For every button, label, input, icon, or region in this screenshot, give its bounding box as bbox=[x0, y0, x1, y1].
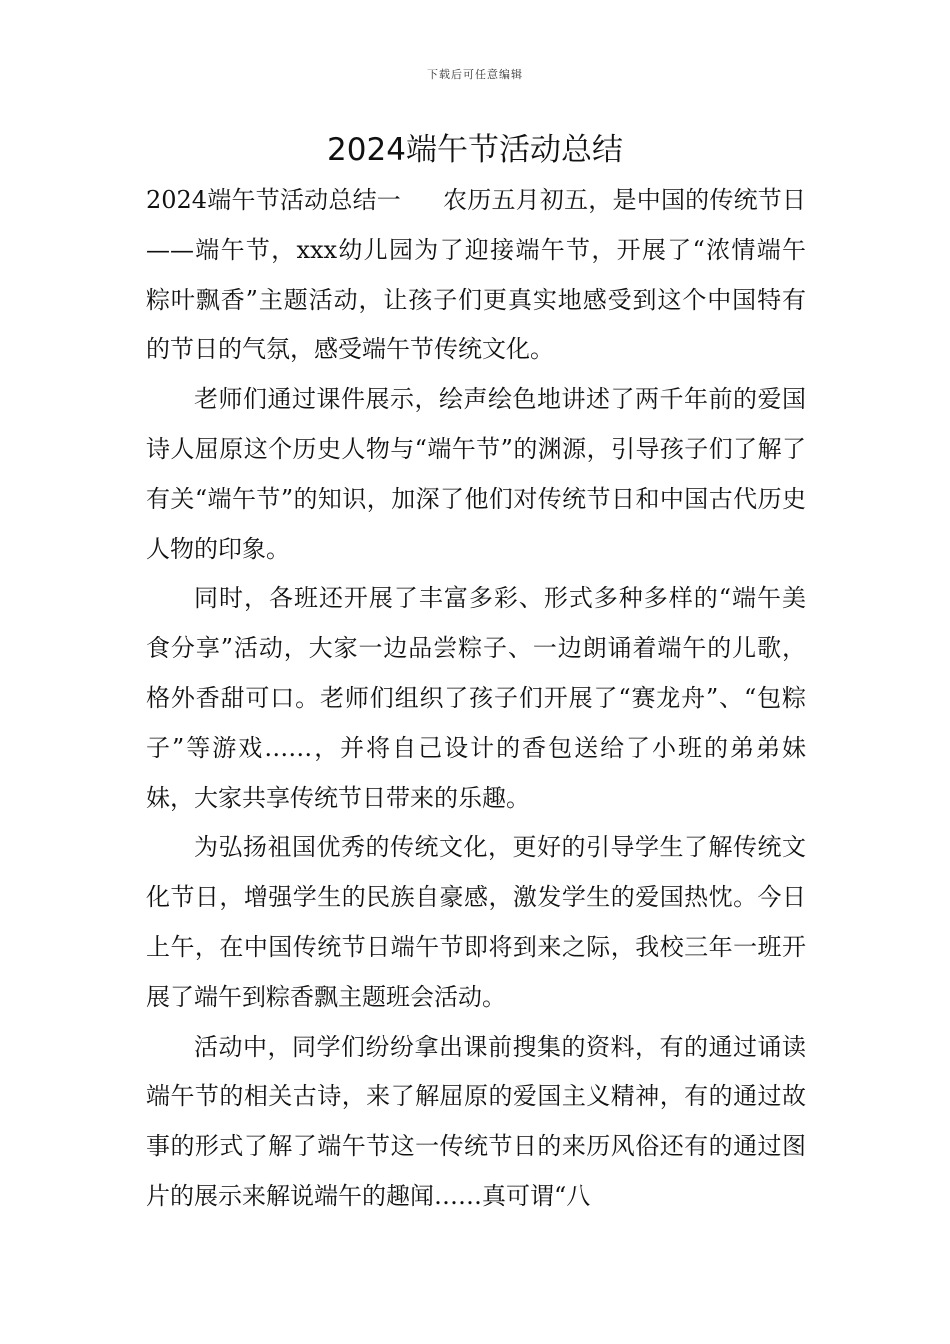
paragraph: 同时，各班还开展了丰富多彩、形式多种多样的“端午美食分享”活动，大家一边品尝粽子、一边朗诵着端午的儿歌，格外香甜可口。老师们组织了孩子们开展了“赛龙舟”、“包粽子”等游戏……，并将自己设计的香包送给了小班的弟弟妹妹，大家共享传统节日带来的乐趣。 bbox=[146, 584, 806, 812]
paragraph: 老师们通过课件展示，绘声绘色地讲述了两千年前的爱国诗人屈原这个历史人物与“端午节”的渊源，引导孩子们了解了有关“端午节”的知识，加深了他们对传统节日和中国古代历史人物的印象。 bbox=[146, 385, 806, 563]
document-body bbox=[146, 176, 806, 1222]
intro-lead: 2024端午节活动总结一 bbox=[146, 186, 402, 214]
paragraph: 活动中，同学们纷纷拿出课前搜集的资料，有的通过诵读端午节的相关古诗，来了解屈原的爱国主义精神，有的通过故事的形式了解了端午节这一传统节日的来历风俗还有的通过图片的展示来解说端午的趣闻……真可谓“八 bbox=[146, 1032, 806, 1210]
paragraph: 为弘扬祖国优秀的传统文化，更好的引导学生了解传统文化节日，增强学生的民族自豪感，激发学生的爱国热忱。今日上午，在中国传统节日端午节即将到来之际，我校三年一班开展了端午到粽香飘主题班会活动。 bbox=[146, 833, 806, 1011]
intro-paragraph bbox=[146, 176, 806, 375]
intro-text: 农历五月初五，是中国的传统节日——端午节，xxx幼儿园为了迎接端午节，开展了“浓情端午 粽叶飘香”主题活动，让孩子们更真实地感受到这个中国特有的节日的气氛，感受端午节传统文化。 bbox=[146, 186, 807, 364]
document-title: 2024端午节活动总结 bbox=[327, 132, 623, 168]
header-note: 下载后可任意编辑 bbox=[427, 68, 523, 81]
